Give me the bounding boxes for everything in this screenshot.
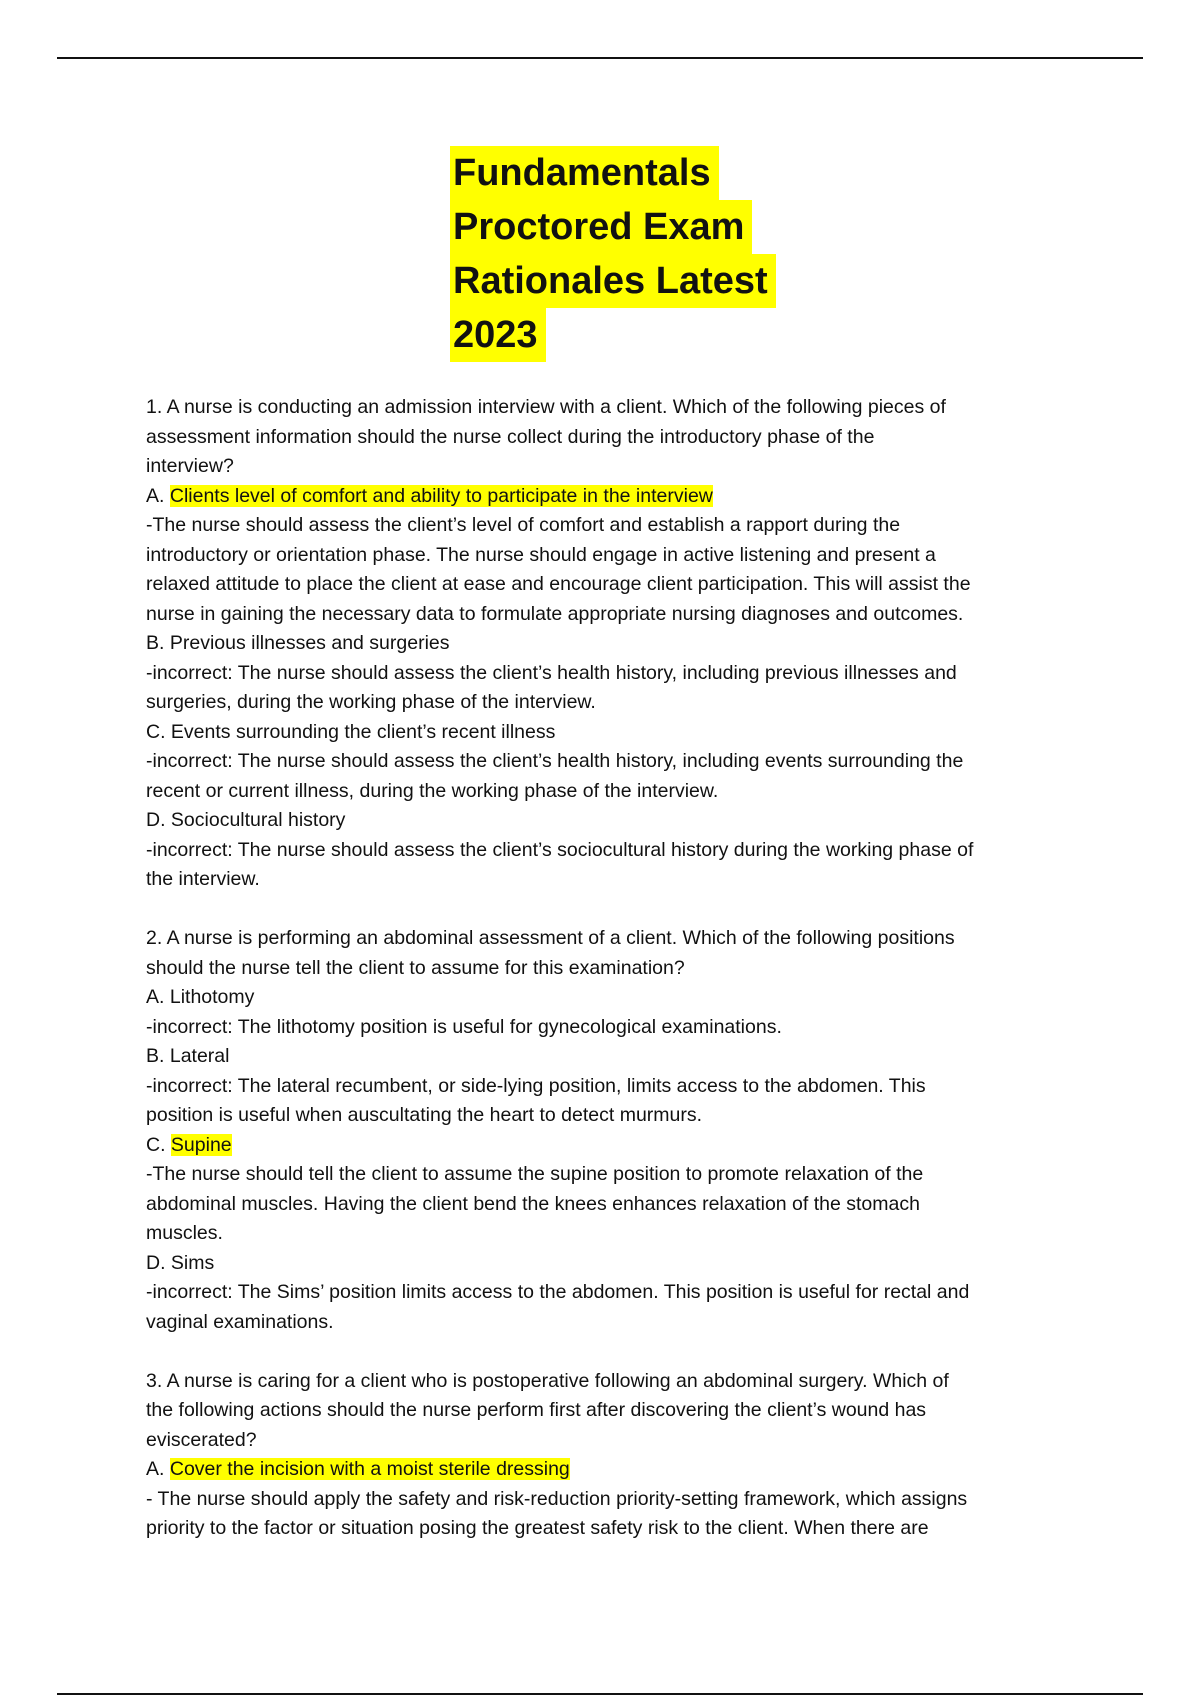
rationale-text: position is useful when auscultating the heart to detect murmurs. [146, 1104, 703, 1126]
question-stem: assessment information should the nurse collect during the introductory phase of the [146, 425, 875, 448]
rationale-text: nurse in gaining the necessary data to formulate appropriate nursing diagnoses and outcomes. [146, 602, 964, 625]
rationale-text: priority to the factor or situation posing the greatest safety risk to the client. When there are [146, 1517, 929, 1539]
rationale-text: vaginal examinations. [146, 1310, 334, 1333]
question-3 [146, 1367, 1098, 1544]
document-title [450, 146, 870, 362]
question-1 [146, 393, 1098, 895]
rationale-text: relaxed attitude to place the client at ease and encourage client participation. This will assist the [146, 573, 971, 595]
option-text: Sociocultural history [170, 809, 346, 831]
rationale-text: -incorrect: The nurse should assess the client’s sociocultural history during the working phase of [146, 838, 974, 861]
option-text: Lithotomy [169, 986, 255, 1008]
header-rule [57, 57, 1143, 59]
question-2 [146, 924, 1098, 1337]
footer-rule [57, 1693, 1143, 1695]
rationale-text: the interview. [146, 868, 260, 890]
option-text: Events surrounding the client’s recent illness [170, 720, 556, 743]
rationale-text: -incorrect: The Sims’ position limits access to the abdomen. This position is useful for rectal and [146, 1281, 970, 1303]
question-stem: 3. A nurse is caring for a client who is postoperative following an abdominal surgery. Which of [146, 1369, 949, 1392]
title-line: 2023 [450, 308, 546, 362]
question-stem: 2. A nurse is performing an abdominal assessment of a client. Which of the following positions [146, 927, 955, 949]
answer-option [146, 1249, 1098, 1279]
rationale-text: recent or current illness, during the working phase of the interview. [146, 779, 719, 802]
correct-answer-highlight: Supine [170, 1133, 232, 1156]
option-letter: C. [146, 1133, 166, 1156]
option-letter: B. [146, 632, 165, 654]
paragraph-gap [146, 1337, 1098, 1367]
rationale-text: -incorrect: The nurse should assess the client’s health history, including events surrounding the [146, 750, 964, 772]
rationale-text: muscles. [146, 1222, 223, 1244]
option-letter: A. [146, 484, 165, 507]
answer-option [146, 629, 1098, 659]
rationale-text: -The nurse should assess the client’s level of comfort and establish a rapport during the [146, 514, 901, 536]
option-letter: A. [146, 986, 165, 1008]
option-letter: A. [146, 1458, 165, 1480]
answer-option [146, 806, 1098, 836]
option-letter: D. [146, 1251, 166, 1274]
rationale-text: introductory or orientation phase. The nurse should engage in active listening and present a [146, 543, 936, 566]
answer-option [146, 983, 1098, 1013]
rationale-text: abdominal muscles. Having the client bend the knees enhances relaxation of the stomach [146, 1192, 920, 1215]
title-line: Fundamentals [450, 146, 719, 200]
title-line: Rationales Latest [450, 254, 776, 308]
rationale-text: -incorrect: The lithotomy position is useful for gynecological examinations. [146, 1015, 782, 1038]
answer-option [146, 1042, 1098, 1072]
option-letter: B. [146, 1045, 165, 1067]
rationale-text: surgeries, during the working phase of the interview. [146, 691, 596, 713]
answer-option-correct [146, 482, 1098, 512]
answer-option-correct [146, 1455, 1098, 1485]
question-stem: the following actions should the nurse perform first after discovering the client’s wound has [146, 1399, 927, 1421]
option-letter: D. [146, 809, 166, 831]
option-letter: C. [146, 720, 166, 743]
option-text: Lateral [169, 1045, 230, 1067]
paragraph-gap [146, 895, 1098, 925]
rationale-text: -The nurse should tell the client to assume the supine position to promote relaxation of the [146, 1163, 924, 1185]
answer-option [146, 718, 1098, 748]
rationale-text: -incorrect: The lateral recumbent, or side-lying position, limits access to the abdomen. This [146, 1074, 926, 1097]
option-text: Sims [170, 1251, 215, 1274]
question-stem: eviscerated? [146, 1428, 257, 1451]
question-stem: interview? [146, 455, 234, 477]
answer-option-correct [146, 1131, 1098, 1161]
rationale-text: -incorrect: The nurse should assess the client’s health history, including previous illnesses and [146, 661, 957, 684]
question-stem: 1. A nurse is conducting an admission interview with a client. Which of the following pieces of [146, 396, 946, 418]
title-line: Proctored Exam [450, 200, 752, 254]
document-body [146, 393, 1098, 1544]
correct-answer-highlight: Cover the incision with a moist sterile dressing [169, 1458, 570, 1480]
rationale-text: - The nurse should apply the safety and risk-reduction priority-setting framework, which assigns [146, 1487, 968, 1510]
question-stem: should the nurse tell the client to assume for this examination? [146, 956, 685, 979]
correct-answer-highlight: Clients level of comfort and ability to participate in the interview [169, 484, 713, 507]
option-text: Previous illnesses and surgeries [169, 632, 450, 654]
